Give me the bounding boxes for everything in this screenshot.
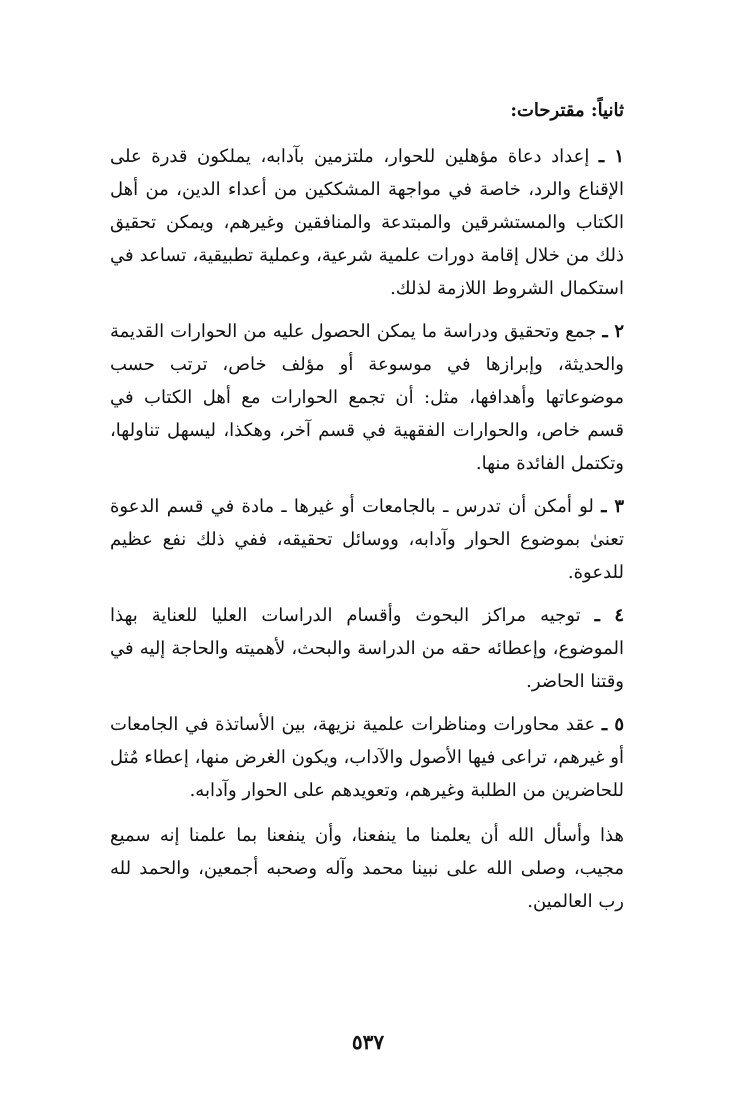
item-number: ٣ ـ: [601, 496, 624, 517]
item-number: ٢ ـ: [602, 321, 624, 342]
page-number: ٥٣٧: [351, 1030, 385, 1054]
section-heading: ثانياً: مقترحات:: [510, 100, 624, 121]
suggestion-item-3: [110, 490, 624, 589]
page-content: [110, 96, 624, 928]
suggestion-item-1: [110, 140, 624, 305]
item-text: لو أمكن أن تدرس ـ بالجامعات أو غيرها ـ مادة في قسم الدعوة تعنىٰ بموضوع الحوار وآدابه، ووسائل تحقيقه، ففي ذلك نفع عظيم للدعوة.: [110, 496, 624, 583]
item-number: ٥ ـ: [601, 714, 625, 735]
item-text: عقد محاورات ومناظرات علمية نزيهة، بين الأساتذة في الجامعات أو غيرهم، تراعى فيها الأصول والآداب، ويكون الغرض منها، إعطاء مُثل للحاضرين من الطلبة وغيرهم، وتعويدهم على الحوار وآدابه.: [110, 714, 624, 801]
item-number: ١ ـ: [598, 146, 624, 167]
item-text: توجيه مراكز البحوث وأقسام الدراسات العليا للعناية بهذا الموضوع، وإعطائه حقه من الدراسة والبحث، لأهميته والحاجة إليه في وقتنا الحاضر.: [110, 605, 624, 692]
item-text: جمع وتحقيق ودراسة ما يمكن الحصول عليه من الحوارات القديمة والحديثة، وإبرازها في موسوعة أو مؤلف خاص، ترتب حسب موضوعاتها وأهدافها، مثل: أن تجمع الحوارات مع أهل الكتاب في قسم خاص، والحوارات الفقهية في قسم آخر، وهكذا، ليسهل تناولها، وتكتمل الفائدة منها.: [110, 321, 624, 474]
suggestion-item-5: [110, 708, 624, 807]
closing-paragraph: هذا وأسأل الله أن يعلمنا ما ينفعنا، وأن ينفعنا بما علمنا إنه سميع مجيب، وصلى الله على نبينا محمد وآله وصحبه أجمعين، والحمد لله رب العالمين.: [110, 825, 624, 912]
item-number: ٤ ـ: [594, 605, 624, 626]
item-text: إعداد دعاة مؤهلين للحوار، ملتزمين بآدابه، يملكون قدرة على الإقناع والرد، خاصة في مواجهة المشككين من أعداء الدين، من أهل الكتاب والمستشرقين والمبتدعة والمنافقين وغيرهم، ويمكن تحقيق ذلك من خلال إقامة دورات علمية شرعية، وعملية تطبيقية، تساعد في استكمال الشروط اللازمة لذلك.: [110, 146, 624, 299]
suggestion-item-4: [110, 599, 624, 698]
suggestion-item-2: [110, 315, 624, 480]
